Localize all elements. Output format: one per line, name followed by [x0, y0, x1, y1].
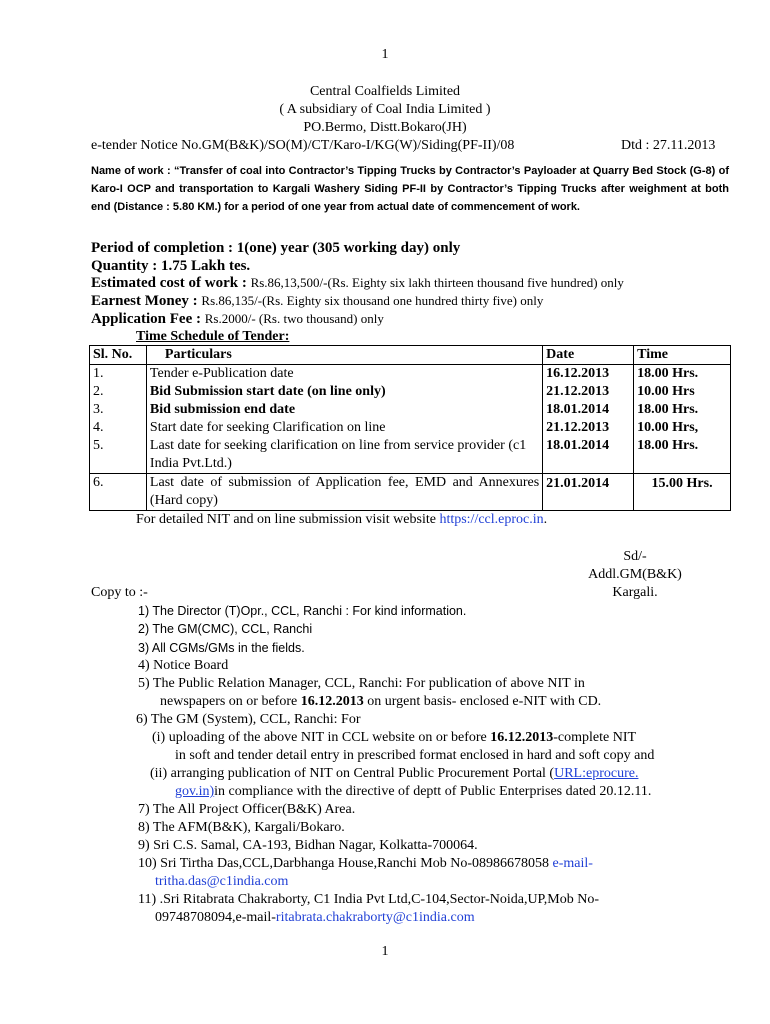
signature-designation: Addl.GM(B&K) — [588, 567, 682, 582]
table-row — [90, 474, 731, 511]
application-fee — [91, 310, 384, 328]
copy-item-6i-line-2: in soft and tender detail entry in prescribed format enclosed in hard and soft copy and — [175, 748, 655, 763]
application-fee-label: Application Fee : — [91, 311, 205, 327]
subsidiary-line: ( A subsidiary of Coal India Limited ) — [279, 102, 491, 117]
copy-item-7: 7) The All Project Officer(B&K) Area. — [138, 802, 356, 817]
estimated-cost — [91, 274, 624, 292]
earnest-money-label: Earnest Money : — [91, 293, 202, 309]
earnest-money — [91, 292, 543, 310]
row-particulars: Tender e-Publication date — [146, 365, 542, 384]
copy-item-9: 9) Sri C.S. Samal, CA-193, Bidhan Nagar, Kolkatta-700064. — [138, 838, 478, 853]
copy-item-2: 2) The GM(CMC), CCL, Ranchi — [138, 622, 313, 636]
table-row — [90, 365, 731, 384]
row-particulars: Last date of submission of Application fee, EMD and Annexures (Hard copy) — [146, 474, 542, 511]
row-sl: 2. — [90, 383, 147, 401]
item11-email-link[interactable]: ritabrata.chakraborty@c1india.com — [275, 910, 475, 925]
copy-item-11-line-2 — [155, 909, 475, 927]
row-time: 18.00 Hrs. — [634, 365, 731, 384]
item6i-text-c: -complete NIT — [553, 730, 637, 745]
row-date: 18.01.2014 — [543, 401, 634, 419]
row-time: 18.00 Hrs. — [634, 437, 731, 474]
copy-item-4: 4) Notice Board — [138, 658, 229, 673]
item10-email-label[interactable]: e-mail- — [552, 856, 593, 871]
application-fee-value: Rs.2000/- (Rs. two thousand) only — [204, 311, 384, 326]
copy-item-11-line-1: 11) .Sri Ritabrata Chakraborty, C1 India Pvt Ltd,C-104,Sector-Noida,UP,Mob No- — [138, 892, 600, 907]
row-sl: 6. — [90, 474, 147, 511]
item5-date: 16.12.2013 — [300, 694, 364, 709]
table-row — [90, 401, 731, 419]
notice-number: e-tender Notice No.GM(B&K)/SO(M)/CT/Karo-I/KG(W)/Siding(PF-II)/08 — [91, 138, 515, 153]
row-particulars: Bid submission end date — [146, 401, 542, 419]
header-sl-no: Sl. No. — [90, 346, 147, 365]
header-time: Time — [634, 346, 731, 365]
copy-item-6: 6) The GM (System), CCL, Ranchi: For — [136, 712, 361, 727]
row-sl: 3. — [90, 401, 147, 419]
row-time: 18.00 Hrs. — [634, 401, 731, 419]
copy-item-10-line-2 — [155, 873, 288, 891]
copy-to-label: Copy to :- — [91, 585, 148, 600]
row-sl: 5. — [90, 437, 147, 474]
header-date: Date — [543, 346, 634, 365]
earnest-money-value: Rs.86,135/-(Rs. Eighty six thousand one hundred thirty five) only — [201, 293, 544, 308]
quantity: Quantity : 1.75 Lakh tes. — [91, 258, 251, 274]
estimated-cost-value: Rs.86,13,500/-(Rs. Eighty six lakh thirteen thousand five hundred) only — [250, 275, 624, 290]
header-particulars: Particulars — [146, 346, 542, 365]
item6i-text-a: (i) uploading of the above NIT in CCL website on or before — [152, 730, 491, 745]
row-sl: 4. — [90, 419, 147, 437]
copy-item-1: 1) The Director (T)Opr., CCL, Ranchi : For kind information. — [138, 604, 467, 618]
copy-item-10-line-1 — [138, 855, 593, 873]
copy-item-6ii-line-2 — [175, 783, 651, 801]
row-sl: 1. — [90, 365, 147, 384]
copy-item-6ii-line-1 — [150, 765, 638, 783]
copy-item-5-line-2 — [160, 693, 601, 711]
row-time: 10.00 Hrs, — [634, 419, 731, 437]
page-number-bottom: 1 — [381, 944, 389, 959]
table-row — [90, 437, 731, 474]
website-line — [136, 511, 547, 529]
row-date: 21.12.2013 — [543, 383, 634, 401]
website-end: . — [543, 512, 548, 527]
name-of-work: Name of work : “Transfer of coal into Contractor’s Tipping Trucks by Contractor’s Payloader at Quarry Bed Stock (G-8) of Karo-I OCP and transportation to Kargali Washery Siding PF-II by Contractor’s Tipping Trucks after weighment at both end (Distance : 5.80 KM.) for a period of one year from actual date of commencement of work. — [91, 165, 729, 213]
website-link[interactable]: https://ccl.eproc.in — [439, 512, 544, 527]
row-date: 21.12.2013 — [543, 419, 634, 437]
item10-text: 10) Sri Tirtha Das,CCL,Darbhanga House,Ranchi Mob No-08986678058 — [138, 856, 553, 871]
signature-place: Kargali. — [612, 585, 658, 600]
schedule-table — [89, 345, 731, 511]
copy-item-3: 3) All CGMs/GMs in the fields. — [138, 641, 305, 655]
item6ii-text-a: (ii) arranging publication of NIT on Central Public Procurement Portal ( — [150, 766, 555, 781]
address-line: PO.Bermo, Distt.Bokaro(JH) — [303, 120, 467, 135]
estimated-cost-label: Estimated cost of work : — [91, 275, 251, 291]
signature-sd: Sd/- — [623, 549, 647, 564]
row-time: 10.00 Hrs — [634, 383, 731, 401]
row-time: 15.00 Hrs. — [634, 474, 731, 511]
copy-item-6i-line-1 — [152, 729, 636, 747]
website-text: For detailed NIT and on line submission visit website — [136, 512, 440, 527]
copy-item-8: 8) The AFM(B&K), Kargali/Bokaro. — [138, 820, 345, 835]
item10-email-link[interactable]: tritha.das@c1india.com — [155, 874, 289, 889]
row-date: 16.12.2013 — [543, 365, 634, 384]
copy-item-5-line-1: 5) The Public Relation Manager, CCL, Ranchi: For publication of above NIT in — [138, 676, 585, 691]
page-number-top: 1 — [381, 47, 389, 62]
item11-text: 09748708094,e-mail- — [155, 910, 276, 925]
notice-date: Dtd : 27.11.2013 — [621, 138, 716, 153]
table-row — [90, 419, 731, 437]
eprocure-link-cont[interactable]: gov.in) — [175, 784, 215, 799]
row-particulars: Last date for seeking clarification on line from service provider (c1 India Pvt.Ltd.) — [146, 437, 542, 474]
item5-text-a: newspapers on or before — [160, 694, 301, 709]
row-particulars: Start date for seeking Clarification on line — [146, 419, 542, 437]
item5-text-c: on urgent basis- enclosed e-NIT with CD. — [363, 694, 602, 709]
item6i-date: 16.12.2013 — [490, 730, 554, 745]
row-date: 21.01.2014 — [543, 474, 634, 511]
eprocure-link[interactable]: URL:eprocure. — [554, 766, 639, 781]
schedule-header-row — [90, 346, 731, 365]
table-row — [90, 383, 731, 401]
period-of-completion: Period of completion : 1(one) year (305 working day) only — [91, 240, 461, 256]
schedule-title: Time Schedule of Tender: — [136, 329, 290, 344]
row-particulars: Bid Submission start date (on line only) — [146, 383, 542, 401]
company-name: Central Coalfields Limited — [309, 84, 461, 99]
row-date: 18.01.2014 — [543, 437, 634, 474]
item6ii-text-c: in compliance with the directive of deptt of Public Enterprises dated 20.12.11. — [214, 784, 652, 799]
